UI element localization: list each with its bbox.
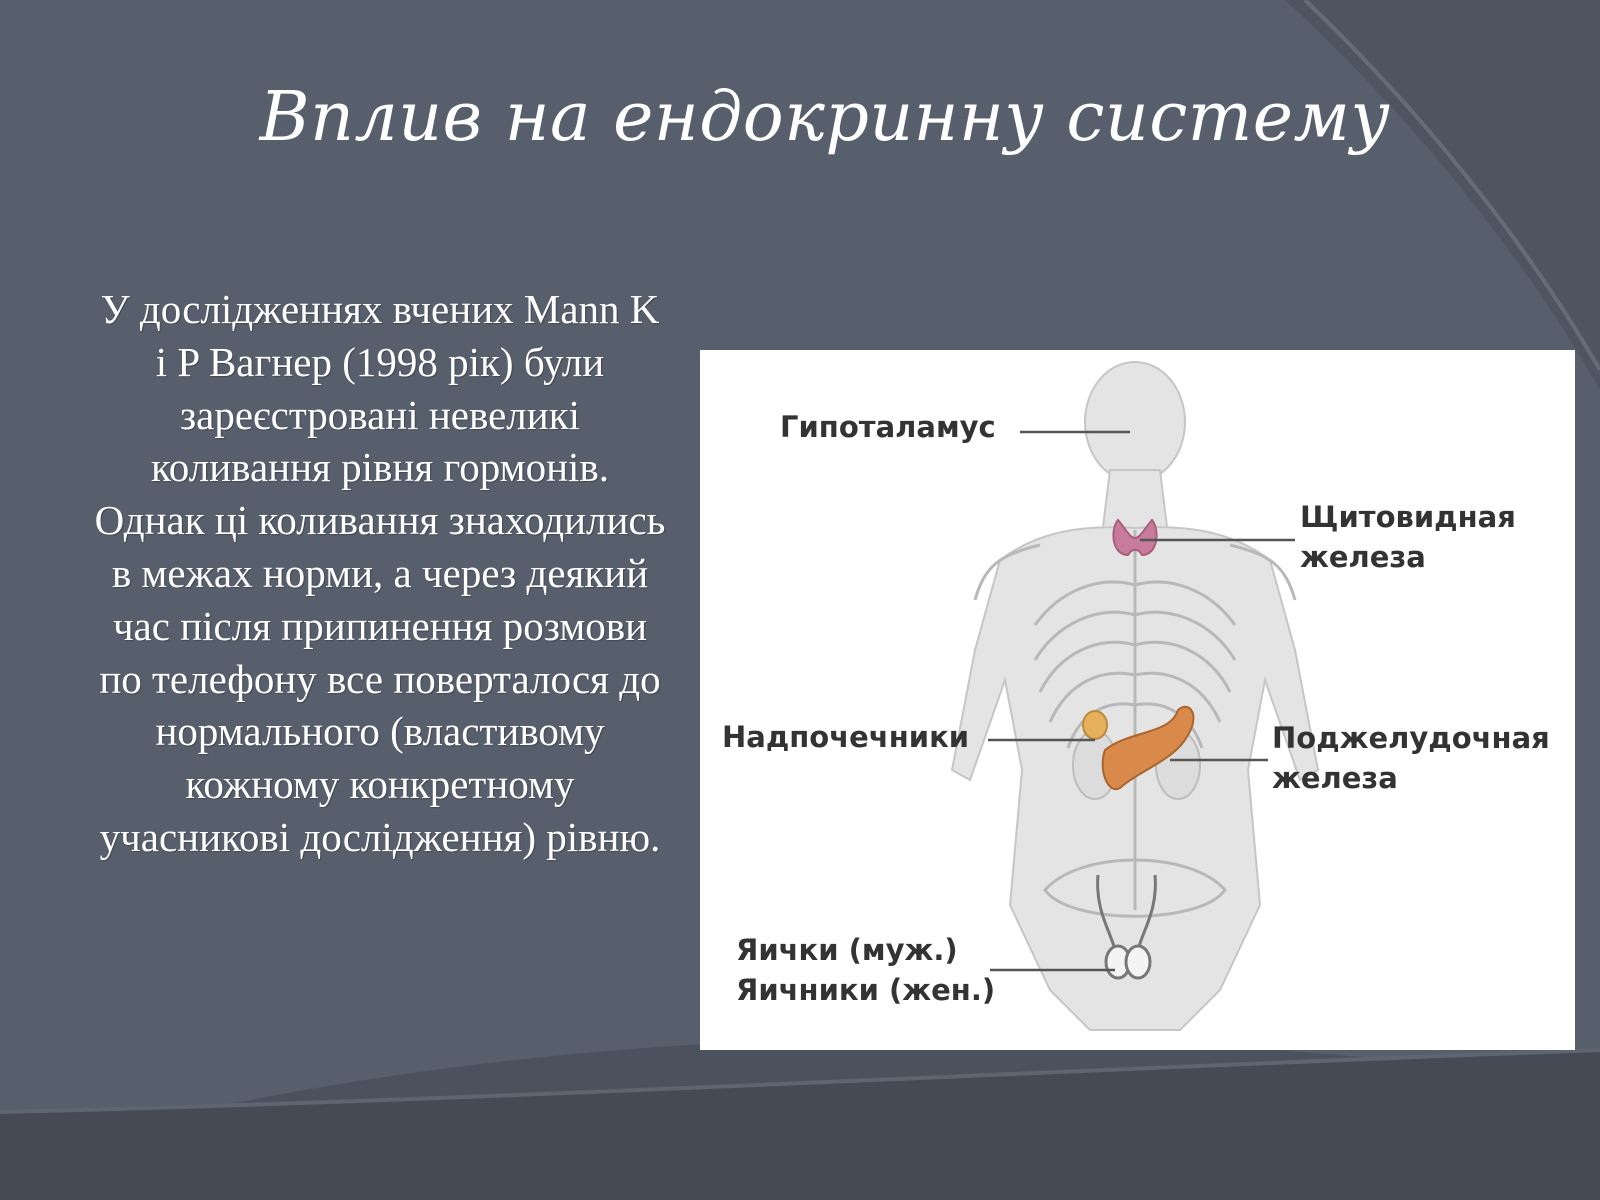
endocrine-diagram [700, 350, 1575, 1050]
label-thyroid-line2: железа [1300, 540, 1426, 574]
body-text: У дослідженнях вчених Mann K і P Вагнер (1998 рік) були зареєстровані невеликі коливання рівня гормонів. Однак ці коливання знаходились в межах норми, а через деякий час після припинення розмови по телефону все поверталося до нормального (властивому кожному конкретному учасникові дослідження) рівню. [94, 286, 666, 860]
label-thyroid-line1: Щитовидная [1300, 500, 1516, 534]
label-pancreas-line1: Поджелудочная [1272, 721, 1550, 755]
label-adrenal: Надпочечники [722, 720, 970, 754]
label-pancreas-line2: железа [1272, 761, 1398, 795]
label-hypothalamus: Гипоталамус [780, 410, 996, 444]
adrenal-gland [1083, 711, 1107, 739]
slide-title: Вплив на ендокринну систему [259, 78, 1391, 157]
label-gonads-line2: Яичники (жен.) [736, 973, 996, 1007]
label-gonads-line1: Яички (муж.) [736, 933, 958, 967]
